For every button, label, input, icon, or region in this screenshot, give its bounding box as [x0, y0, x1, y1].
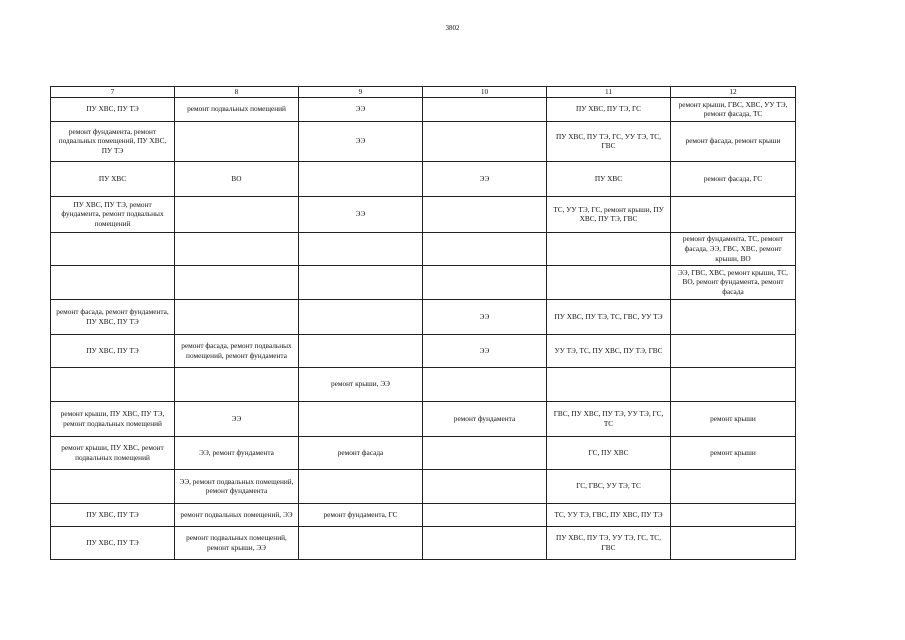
table-cell [51, 367, 175, 401]
table-cell: ремонт фундамента, ТС, ремонт фасада, ЭЭ, ГВС, ХВС, ремонт крыши, ВО [671, 232, 796, 265]
table-cell: ремонт крыши, ЭЭ [299, 367, 423, 401]
table-cell [547, 367, 671, 401]
table-cell: ПУ ХВС, ПУ ТЭ [51, 503, 175, 526]
table-cell: ремонт крыши [671, 401, 796, 436]
table-cell [299, 265, 423, 299]
table-row [51, 367, 796, 401]
table-cell: ПУ ХВС, ПУ ТЭ [51, 526, 175, 559]
table-cell [671, 196, 796, 232]
table-row [51, 121, 796, 161]
table-cell [671, 367, 796, 401]
table-body [51, 97, 796, 559]
table-cell: ПУ ХВС, ПУ ТЭ, ГС [547, 97, 671, 121]
column-header: 10 [423, 87, 547, 98]
table-cell: ремонт фасада, ГС [671, 161, 796, 196]
table-cell: ЭЭ [299, 196, 423, 232]
table-cell [175, 299, 299, 334]
header-row [51, 87, 796, 98]
table-cell: ГВС, ПУ ХВС, ПУ ТЭ, УУ ТЭ, ГС, ТС [547, 401, 671, 436]
table-cell: ГС, ГВС, УУ ТЭ, ТС [547, 469, 671, 503]
table-cell [299, 334, 423, 367]
table-cell: ЭЭ [423, 299, 547, 334]
table-cell [547, 232, 671, 265]
table-cell: ЭЭ [423, 334, 547, 367]
table-cell [423, 503, 547, 526]
table-cell [51, 232, 175, 265]
table-cell [423, 196, 547, 232]
table-cell [671, 334, 796, 367]
table-cell [175, 232, 299, 265]
table-cell: ремонт фундамента, ГС [299, 503, 423, 526]
table-cell: ГС, ПУ ХВС [547, 436, 671, 469]
table-cell: ремонт фундамента [423, 401, 547, 436]
table-cell [671, 299, 796, 334]
table-cell: ТС, УУ ТЭ, ГС, ремонт крыши, ПУ ХВС, ПУ ТЭ, ГВС [547, 196, 671, 232]
table-cell: ВО [175, 161, 299, 196]
table-cell: ремонт подвальных помещений, ЭЭ [175, 503, 299, 526]
table-cell [175, 121, 299, 161]
column-header: 11 [547, 87, 671, 98]
table-cell [423, 526, 547, 559]
table-cell [299, 469, 423, 503]
table-cell: ПУ ХВС, ПУ ТЭ, ТС, ГВС, УУ ТЭ [547, 299, 671, 334]
table-cell: ПУ ХВС [51, 161, 175, 196]
table-row [51, 526, 796, 559]
table-cell [671, 503, 796, 526]
table-cell [299, 161, 423, 196]
table-cell: ремонт фундамента, ремонт подвальных помещений, ПУ ХВС, ПУ ТЭ [51, 121, 175, 161]
table-cell [299, 401, 423, 436]
table-cell: ремонт подвальных помещений [175, 97, 299, 121]
column-header: 9 [299, 87, 423, 98]
table-row [51, 334, 796, 367]
table-cell [299, 232, 423, 265]
table-cell: ПУ ХВС, ПУ ТЭ, ГС, УУ ТЭ, ТС, ГВС [547, 121, 671, 161]
table-cell: ЭЭ [175, 401, 299, 436]
table-cell: ЭЭ [423, 161, 547, 196]
page-number: 3802 [445, 24, 460, 32]
table-row [51, 232, 796, 265]
table-cell: ремонт крыши, ГВС, ХВС, УУ ТЭ, ремонт фасада, ТС [671, 97, 796, 121]
table-row [51, 469, 796, 503]
table-cell: ремонт фасада, ремонт подвальных помещений, ремонт фундамента [175, 334, 299, 367]
table-cell [423, 367, 547, 401]
table-cell [175, 367, 299, 401]
table-cell: ремонт крыши [671, 436, 796, 469]
table-cell [423, 436, 547, 469]
table-cell [51, 469, 175, 503]
table-cell: ПУ ХВС [547, 161, 671, 196]
table-cell [51, 265, 175, 299]
column-header: 12 [671, 87, 796, 98]
table-cell: ЭЭ, ремонт фундамента [175, 436, 299, 469]
table-cell: ремонт крыши, ПУ ХВС, ПУ ТЭ, ремонт подвальных помещений [51, 401, 175, 436]
table-cell [423, 97, 547, 121]
table-row [51, 97, 796, 121]
table-cell: ремонт фасада, ремонт фундамента, ПУ ХВС, ПУ ТЭ [51, 299, 175, 334]
table-cell [423, 469, 547, 503]
table-row [51, 196, 796, 232]
table-cell [299, 299, 423, 334]
table-cell [671, 469, 796, 503]
table-cell: ЭЭ [299, 97, 423, 121]
table-row [51, 265, 796, 299]
table-cell [423, 232, 547, 265]
table-cell: ремонт подвальных помещений, ремонт крыши, ЭЭ [175, 526, 299, 559]
table-cell: УУ ТЭ, ТС, ПУ ХВС, ПУ ТЭ, ГВС [547, 334, 671, 367]
table-cell [175, 265, 299, 299]
table-row [51, 503, 796, 526]
table-cell [547, 265, 671, 299]
table-cell: ПУ ХВС, ПУ ТЭ [51, 334, 175, 367]
column-header: 8 [175, 87, 299, 98]
table-cell: ПУ ХВС, ПУ ТЭ, ремонт фундамента, ремонт подвальных помещений [51, 196, 175, 232]
column-header: 7 [51, 87, 175, 98]
table-cell: ремонт фасада, ремонт крыши [671, 121, 796, 161]
table-cell: ЭЭ, ремонт подвальных помещений, ремонт фундамента [175, 469, 299, 503]
table-row [51, 161, 796, 196]
table-cell: ЭЭ, ГВС, ХВС, ремонт крыши, ТС, ВО, ремонт фундамента, ремонт фасада [671, 265, 796, 299]
table-cell [423, 121, 547, 161]
table-row [51, 436, 796, 469]
table-cell: ТС, УУ ТЭ, ГВС, ПУ ХВС, ПУ ТЭ [547, 503, 671, 526]
table-header [51, 87, 796, 98]
table-cell: ПУ ХВС, ПУ ТЭ, УУ ТЭ, ГС, ТС, ГВС [547, 526, 671, 559]
table-row [51, 299, 796, 334]
table-cell [299, 526, 423, 559]
table-cell: ремонт крыши, ПУ ХВС, ремонт подвальных помещений [51, 436, 175, 469]
works-table [50, 86, 796, 560]
table-cell [423, 265, 547, 299]
table-cell: ПУ ХВС, ПУ ТЭ [51, 97, 175, 121]
table-cell: ЭЭ [299, 121, 423, 161]
table-row [51, 401, 796, 436]
table-cell [671, 526, 796, 559]
table-cell [175, 196, 299, 232]
table-cell: ремонт фасада [299, 436, 423, 469]
